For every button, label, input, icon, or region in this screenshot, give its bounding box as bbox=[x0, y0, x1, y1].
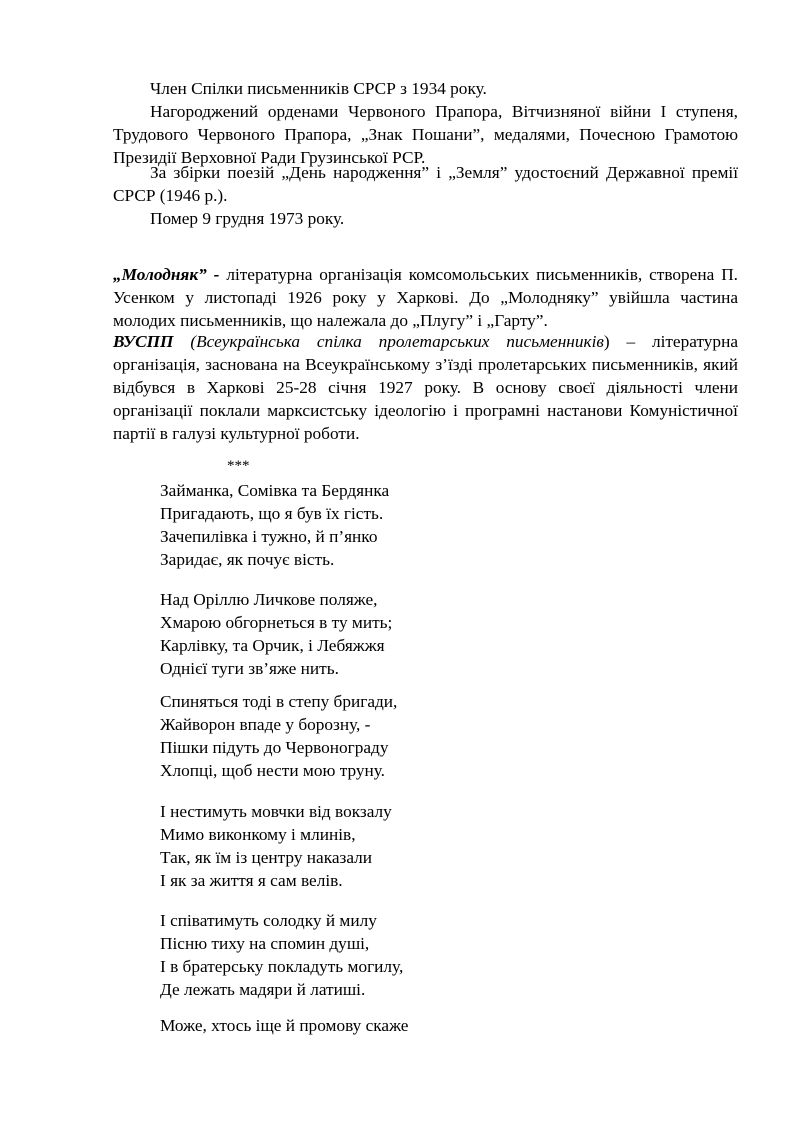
poem-line: Займанка, Сомівка та Бердянка bbox=[160, 481, 390, 500]
poem-line: Жайворон впаде у борозну, - bbox=[160, 715, 371, 734]
poem-line: Пісню тиху на спомин душі, bbox=[160, 934, 370, 953]
poem-line: Однієї туги зв’яже нить. bbox=[160, 659, 339, 678]
poem-line: Хлопці, щоб нести мою труну. bbox=[160, 761, 385, 780]
molodnyak-term: „Молодняк” - bbox=[113, 265, 220, 284]
poem-line: Хмарою обгорнеться в ту мить; bbox=[160, 613, 393, 632]
poem-line: Де лежать мадяри й латиші. bbox=[160, 980, 366, 999]
poem-line: Пішки підуть до Червонограду bbox=[160, 738, 389, 757]
poem-line: Зачепилівка і тужно, й п’янко bbox=[160, 527, 378, 546]
vuspp-text: ) – літературна організація, заснована на Всеукраїнському з’їзді пролетарських письменників, який відбувся в Харкові 25-28 січня 1927 року. В основу своєї діяльності члени організації поклали марксистську ідеологію і програмні настанови Комуністичної партії в галузі культурної роботи. bbox=[113, 332, 738, 443]
poem-line: Мимо виконкому і млинів, bbox=[160, 825, 356, 844]
poem-stanza bbox=[160, 909, 403, 1001]
poem-stanza bbox=[160, 1014, 408, 1037]
poem-line: І співатимуть солодку й милу bbox=[160, 911, 377, 930]
poem-line: І нестимуть мовчки від вокзалу bbox=[160, 802, 392, 821]
bio-membership: Член Спілки письменників СРСР з 1934 року. bbox=[150, 79, 487, 98]
vuspp-expansion: (Всеукраїнська спілка пролетарських письменників bbox=[173, 332, 604, 351]
poem-stanza bbox=[160, 690, 397, 782]
poem-line: Спиняться тоді в степу бригади, bbox=[160, 692, 398, 711]
poem-stanza bbox=[160, 588, 392, 680]
bio-state-prize: За збірки поезій „День народження” і „Земля” удостоєний Державної премії СРСР (1946 р.). bbox=[113, 163, 738, 205]
vuspp-definition bbox=[113, 330, 738, 445]
bio-awards: Нагороджений орденами Червоного Прапора, Вітчизняної війни І ступеня, Трудового Червоного Прапора, „Знак Пошани”, медалями, Почесною Грамотою Президії Верховної Ради Грузинської РСР. bbox=[113, 102, 738, 167]
poem-stanza bbox=[160, 479, 389, 571]
poem-stanza bbox=[160, 800, 392, 892]
poem-line: І в братерську покладуть могилу, bbox=[160, 957, 404, 976]
poem-line: Карлівку, та Орчик, і Лебяжжя bbox=[160, 636, 385, 655]
poem-line: І як за життя я сам велів. bbox=[160, 871, 343, 890]
poem-line: Заридає, як почує вість. bbox=[160, 550, 335, 569]
poem-line: Може, хтось іще й промову скаже bbox=[160, 1016, 409, 1035]
poem-line: Так, як їм із центру наказали bbox=[160, 848, 373, 867]
poem-line: Над Оріллю Личкове поляже, bbox=[160, 590, 378, 609]
bio-death: Помер 9 грудня 1973 року. bbox=[150, 209, 345, 228]
molodnyak-definition bbox=[113, 263, 738, 332]
vuspp-term: ВУСПП bbox=[113, 332, 174, 351]
poem-separator: *** bbox=[227, 458, 250, 474]
molodnyak-text: літературна організація комсомольських письменників, створена П. Усенком у листопаді 1926 року у Харкові. До „Молодняку” увійшла частина молодих письменників, що належала до „Плугу” і „Гарту”. bbox=[113, 265, 738, 330]
poem-line: Пригадають, що я був їх гість. bbox=[160, 504, 384, 523]
